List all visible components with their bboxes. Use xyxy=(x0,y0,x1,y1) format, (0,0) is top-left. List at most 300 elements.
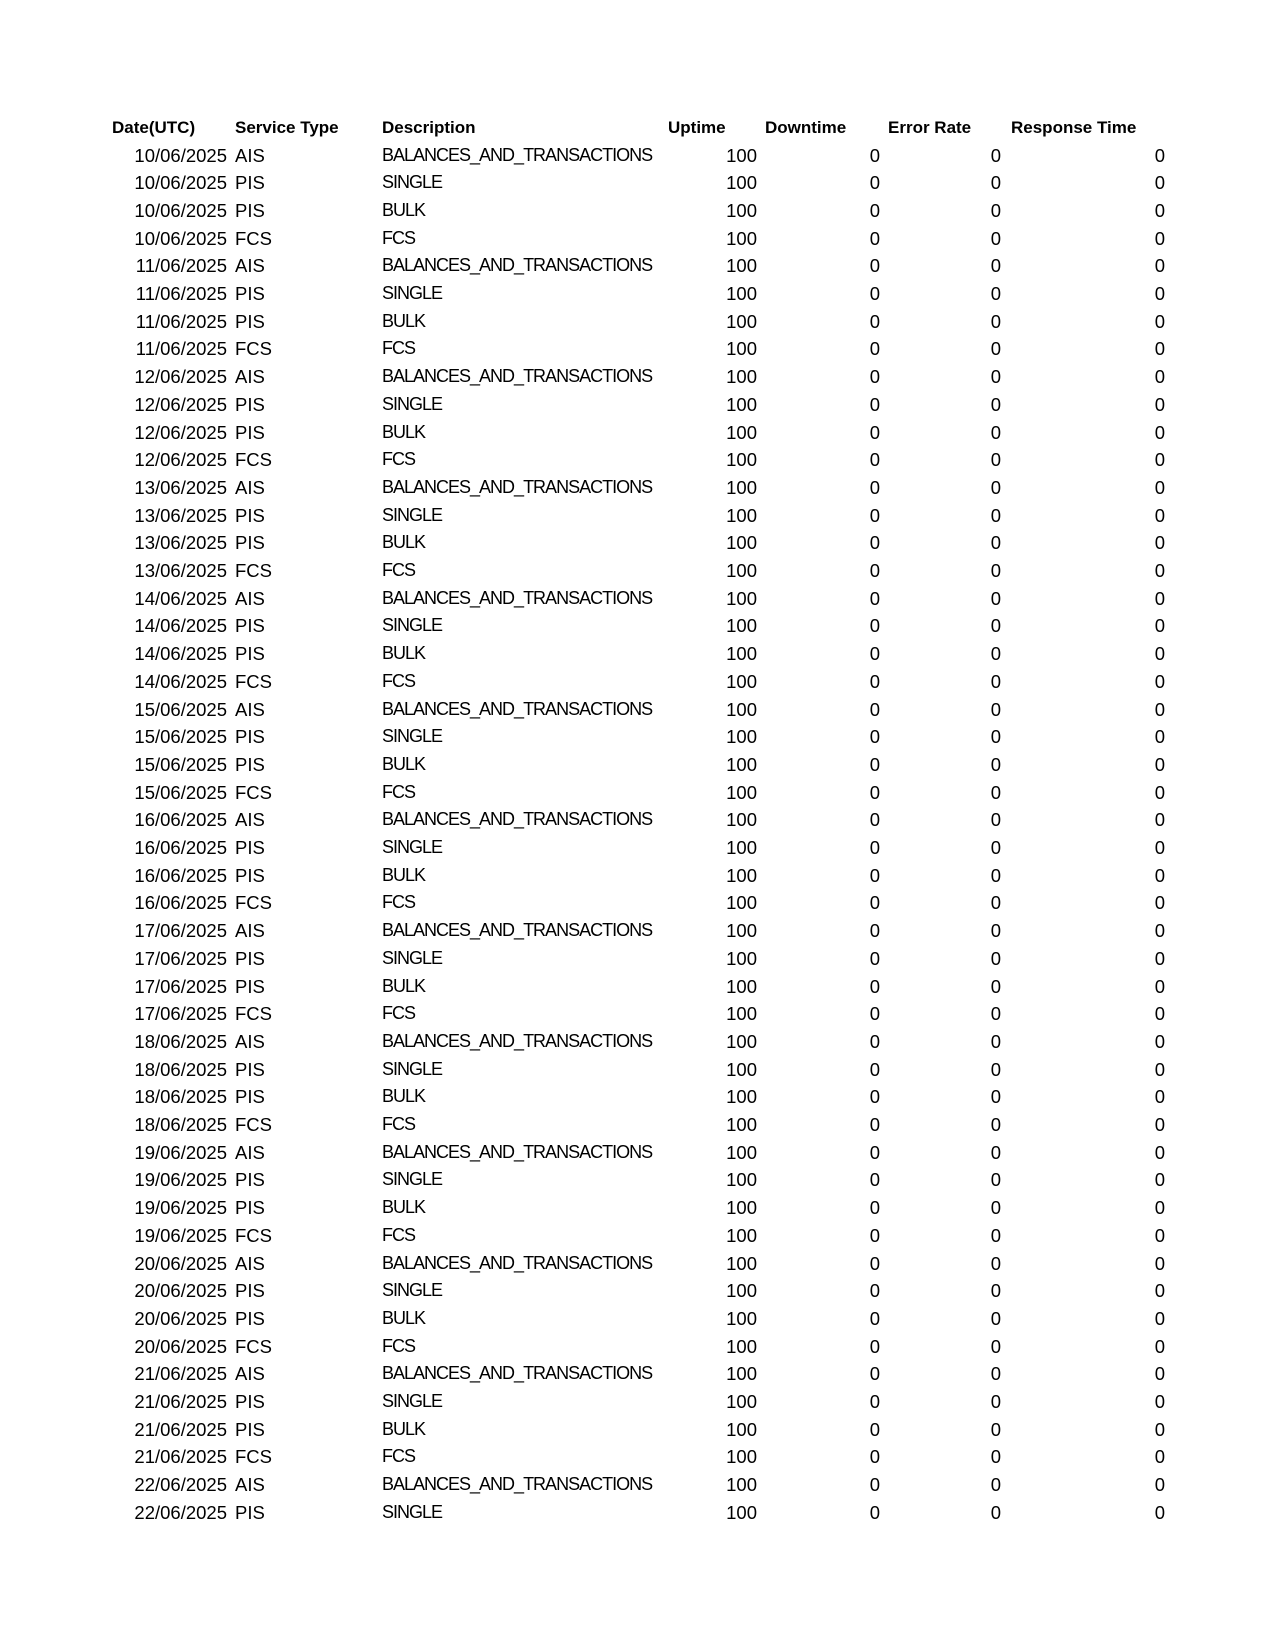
table-row xyxy=(0,1250,1275,1277)
uptime-cell: 100 xyxy=(726,1391,757,1412)
error-rate-cell: 0 xyxy=(990,1086,1001,1108)
downtime-cell: 0 xyxy=(869,1391,880,1412)
response-time-cell: 0 xyxy=(1154,975,1165,997)
table-row xyxy=(0,502,1275,529)
response-time-cell: 0 xyxy=(1154,504,1165,526)
error-rate-cell: 0 xyxy=(990,504,1001,526)
response-time-cell: 0 xyxy=(1154,1086,1165,1108)
response-time-cell: 0 xyxy=(1154,1446,1165,1468)
error-rate-cell: 0 xyxy=(990,615,1001,637)
downtime-cell: 0 xyxy=(869,1307,880,1329)
downtime-cell: 0 xyxy=(869,338,880,360)
date-cell: 19/06/2025 xyxy=(134,1169,227,1191)
error-rate-cell: 0 xyxy=(990,449,1001,471)
downtime-cell: 0 xyxy=(869,1003,880,1025)
uptime-cell: 100 xyxy=(726,310,757,332)
downtime-cell: 0 xyxy=(869,975,880,997)
downtime-cell: 0 xyxy=(869,615,880,637)
description-cell: SINGLE xyxy=(382,1391,443,1411)
uptime-cell: 100 xyxy=(726,864,757,886)
table-row xyxy=(0,1443,1275,1470)
date-cell: 12/06/2025 xyxy=(134,366,227,388)
service-type-cell: PIS xyxy=(235,864,265,886)
response-time-cell: 0 xyxy=(1154,1363,1165,1385)
uptime-cell: 100 xyxy=(726,615,757,637)
description-cell: BULK xyxy=(382,753,426,774)
service-type-cell: FCS xyxy=(235,449,272,471)
uptime-cell: 100 xyxy=(726,449,757,471)
error-rate-cell: 0 xyxy=(990,144,1001,166)
table-row xyxy=(0,779,1275,806)
error-rate-cell: 0 xyxy=(990,1446,1001,1468)
table-row xyxy=(0,834,1275,861)
downtime-cell: 0 xyxy=(869,809,880,831)
date-cell: 12/06/2025 xyxy=(134,449,227,471)
uptime-cell: 100 xyxy=(726,421,757,443)
table-row xyxy=(0,585,1275,612)
downtime-cell: 0 xyxy=(869,1280,880,1302)
date-cell: 14/06/2025 xyxy=(134,587,227,609)
uptime-cell: 100 xyxy=(726,920,757,942)
response-time-cell: 0 xyxy=(1154,1280,1165,1302)
downtime-cell: 0 xyxy=(869,864,880,886)
error-rate-cell: 0 xyxy=(990,726,1001,748)
description-cell: SINGLE xyxy=(382,1280,443,1301)
date-cell: 13/06/2025 xyxy=(134,476,227,498)
uptime-cell: 100 xyxy=(726,726,757,748)
date-cell: 12/06/2025 xyxy=(134,393,227,415)
table-row xyxy=(0,169,1275,196)
date-cell: 15/06/2025 xyxy=(134,726,227,748)
error-rate-cell: 0 xyxy=(990,920,1001,942)
table-row xyxy=(0,419,1275,446)
table-row xyxy=(0,612,1275,639)
service-type-cell: FCS xyxy=(235,338,272,360)
service-type-cell: AIS xyxy=(235,1252,265,1274)
table-row xyxy=(0,391,1275,418)
downtime-cell: 0 xyxy=(869,1197,880,1219)
service-type-cell: PIS xyxy=(235,504,265,526)
description-cell: FCS xyxy=(382,560,415,580)
date-cell: 21/06/2025 xyxy=(134,1363,227,1385)
service-type-cell: PIS xyxy=(235,1280,265,1302)
date-cell: 20/06/2025 xyxy=(134,1307,227,1329)
response-time-cell: 0 xyxy=(1154,1030,1165,1052)
date-cell: 19/06/2025 xyxy=(134,1197,227,1219)
response-time-cell: 0 xyxy=(1154,366,1165,388)
downtime-cell: 0 xyxy=(869,1058,880,1080)
uptime-cell: 100 xyxy=(726,670,757,692)
uptime-cell: 100 xyxy=(726,1252,757,1274)
uptime-cell: 100 xyxy=(726,504,757,526)
description-cell: FCS xyxy=(382,781,415,802)
description-cell: BULK xyxy=(382,310,426,331)
table-row xyxy=(0,1222,1275,1249)
description-cell: FCS xyxy=(382,1224,415,1245)
service-type-cell: PIS xyxy=(235,1086,265,1108)
date-cell: 22/06/2025 xyxy=(134,1501,227,1523)
date-cell: 11/06/2025 xyxy=(135,283,227,304)
error-rate-cell: 0 xyxy=(990,781,1001,803)
table-row xyxy=(0,529,1275,556)
error-rate-cell: 0 xyxy=(990,1224,1001,1246)
uptime-cell: 100 xyxy=(726,366,757,388)
date-cell: 10/06/2025 xyxy=(134,172,227,194)
uptime-cell: 100 xyxy=(726,172,757,194)
response-time-cell: 0 xyxy=(1154,587,1165,609)
description-cell: FCS xyxy=(382,1114,415,1134)
description-cell: BALANCES_AND_TRANSACTIONS xyxy=(382,809,653,830)
description-cell: SINGLE xyxy=(382,393,443,414)
date-cell: 10/06/2025 xyxy=(134,227,227,249)
error-rate-cell: 0 xyxy=(990,1280,1001,1302)
uptime-cell: 100 xyxy=(726,643,757,665)
error-rate-cell: 0 xyxy=(990,1003,1001,1025)
response-time-cell: 0 xyxy=(1154,310,1165,332)
uptime-cell: 100 xyxy=(726,1003,757,1025)
table-row xyxy=(0,945,1275,972)
service-type-cell: FCS xyxy=(235,560,272,581)
uptime-cell: 100 xyxy=(726,1418,757,1440)
description-cell: FCS xyxy=(382,338,415,359)
uptime-cell: 100 xyxy=(726,560,757,581)
description-cell: BULK xyxy=(382,1418,426,1439)
description-cell: FCS xyxy=(382,1446,415,1467)
description-cell: BULK xyxy=(382,421,426,442)
error-rate-cell: 0 xyxy=(990,670,1001,692)
table-row xyxy=(0,806,1275,833)
service-type-cell: PIS xyxy=(235,1418,265,1440)
table-row xyxy=(0,1083,1275,1110)
service-type-cell: PIS xyxy=(235,1307,265,1329)
description-cell: BULK xyxy=(382,1197,426,1218)
downtime-cell: 0 xyxy=(869,837,880,858)
date-cell: 16/06/2025 xyxy=(134,864,227,886)
response-time-cell: 0 xyxy=(1154,1003,1165,1025)
response-time-cell: 0 xyxy=(1154,837,1165,858)
error-rate-cell: 0 xyxy=(990,1307,1001,1329)
service-type-cell: PIS xyxy=(235,975,265,997)
date-cell: 14/06/2025 xyxy=(134,615,227,637)
uptime-cell: 100 xyxy=(726,837,757,858)
error-rate-cell: 0 xyxy=(990,1474,1001,1496)
downtime-cell: 0 xyxy=(869,1030,880,1052)
error-rate-cell: 0 xyxy=(990,1030,1001,1052)
response-time-cell: 0 xyxy=(1154,1141,1165,1163)
description-cell: SINGLE xyxy=(382,837,443,857)
response-time-cell: 0 xyxy=(1154,532,1165,554)
table-row xyxy=(0,973,1275,1000)
uptime-cell: 100 xyxy=(726,255,757,277)
service-type-cell: AIS xyxy=(235,255,265,277)
date-cell: 21/06/2025 xyxy=(134,1446,227,1468)
uptime-cell: 100 xyxy=(726,1169,757,1191)
response-time-cell: 0 xyxy=(1154,1197,1165,1219)
uptime-cell: 100 xyxy=(726,1363,757,1385)
description-cell: SINGLE xyxy=(382,1058,443,1079)
date-cell: 22/06/2025 xyxy=(134,1474,227,1496)
error-rate-cell: 0 xyxy=(990,809,1001,831)
error-rate-cell: 0 xyxy=(990,393,1001,415)
uptime-cell: 100 xyxy=(726,283,757,304)
service-type-cell: FCS xyxy=(235,1114,272,1135)
service-type-cell: AIS xyxy=(235,1030,265,1052)
date-cell: 20/06/2025 xyxy=(134,1280,227,1302)
error-rate-cell: 0 xyxy=(990,1363,1001,1385)
response-time-cell: 0 xyxy=(1154,1391,1165,1412)
table-row xyxy=(0,1111,1275,1138)
downtime-cell: 0 xyxy=(869,255,880,277)
response-time-cell: 0 xyxy=(1154,753,1165,775)
table-row xyxy=(0,1333,1275,1360)
service-type-cell: AIS xyxy=(235,587,265,609)
table-row xyxy=(0,1139,1275,1166)
error-rate-cell: 0 xyxy=(990,837,1001,858)
table-row xyxy=(0,197,1275,224)
description-cell: FCS xyxy=(382,449,415,470)
uptime-cell: 100 xyxy=(726,338,757,360)
response-time-cell: 0 xyxy=(1154,476,1165,498)
description-cell: BULK xyxy=(382,864,426,885)
uptime-cell: 100 xyxy=(726,1501,757,1523)
response-time-cell: 0 xyxy=(1154,643,1165,665)
uptime-cell: 100 xyxy=(726,947,757,969)
table-row xyxy=(0,1194,1275,1221)
table-row xyxy=(0,889,1275,916)
response-time-cell: 0 xyxy=(1154,449,1165,471)
error-rate-cell: 0 xyxy=(990,227,1001,249)
date-cell: 10/06/2025 xyxy=(134,199,227,221)
uptime-cell: 100 xyxy=(726,227,757,249)
description-cell: FCS xyxy=(382,1003,415,1024)
service-type-cell: FCS xyxy=(235,1224,272,1246)
error-rate-cell: 0 xyxy=(990,310,1001,332)
date-cell: 21/06/2025 xyxy=(134,1391,227,1412)
response-time-cell: 0 xyxy=(1154,421,1165,443)
table-row xyxy=(0,1360,1275,1387)
uptime-cell: 100 xyxy=(726,1141,757,1163)
error-rate-cell: 0 xyxy=(990,366,1001,388)
response-time-cell: 0 xyxy=(1154,338,1165,360)
date-cell: 13/06/2025 xyxy=(134,504,227,526)
table-row xyxy=(0,1305,1275,1332)
downtime-cell: 0 xyxy=(869,1169,880,1191)
service-type-cell: PIS xyxy=(235,1501,265,1523)
header-response-time: Response Time xyxy=(1011,118,1137,137)
table-row xyxy=(0,723,1275,750)
response-time-cell: 0 xyxy=(1154,283,1165,304)
error-rate-cell: 0 xyxy=(990,892,1001,914)
downtime-cell: 0 xyxy=(869,1224,880,1246)
header-error-rate: Error Rate xyxy=(888,118,972,137)
uptime-cell: 100 xyxy=(726,1307,757,1329)
response-time-cell: 0 xyxy=(1154,255,1165,277)
description-cell: SINGLE xyxy=(382,283,443,303)
downtime-cell: 0 xyxy=(869,1446,880,1468)
table-row xyxy=(0,142,1275,169)
service-type-cell: AIS xyxy=(235,144,265,166)
downtime-cell: 0 xyxy=(869,1114,880,1135)
response-time-cell: 0 xyxy=(1154,1058,1165,1080)
downtime-cell: 0 xyxy=(869,1141,880,1163)
table-row xyxy=(0,252,1275,279)
error-rate-cell: 0 xyxy=(990,283,1001,304)
downtime-cell: 0 xyxy=(869,781,880,803)
uptime-cell: 100 xyxy=(726,1197,757,1219)
description-cell: SINGLE xyxy=(382,726,443,747)
description-cell: BALANCES_AND_TRANSACTIONS xyxy=(382,698,653,719)
downtime-cell: 0 xyxy=(869,1252,880,1274)
downtime-cell: 0 xyxy=(869,421,880,443)
uptime-cell: 100 xyxy=(726,1280,757,1302)
response-time-cell: 0 xyxy=(1154,1252,1165,1274)
description-cell: BALANCES_AND_TRANSACTIONS xyxy=(382,587,653,608)
error-rate-cell: 0 xyxy=(990,753,1001,775)
downtime-cell: 0 xyxy=(869,310,880,332)
date-cell: 18/06/2025 xyxy=(134,1114,227,1135)
header-description: Description xyxy=(382,118,476,137)
table-row xyxy=(0,1471,1275,1498)
service-type-cell: PIS xyxy=(235,615,265,637)
error-rate-cell: 0 xyxy=(990,864,1001,886)
uptime-cell: 100 xyxy=(726,892,757,914)
error-rate-cell: 0 xyxy=(990,947,1001,969)
table-row xyxy=(0,1416,1275,1443)
description-cell: BALANCES_AND_TRANSACTIONS xyxy=(382,144,653,165)
table-row xyxy=(0,1000,1275,1027)
table-row xyxy=(0,1499,1275,1526)
description-cell: BALANCES_AND_TRANSACTIONS xyxy=(382,1474,653,1495)
downtime-cell: 0 xyxy=(869,587,880,609)
date-cell: 16/06/2025 xyxy=(134,837,227,858)
date-cell: 19/06/2025 xyxy=(134,1141,227,1163)
service-type-cell: AIS xyxy=(235,1141,265,1163)
service-type-cell: PIS xyxy=(235,532,265,554)
date-cell: 20/06/2025 xyxy=(134,1335,227,1357)
service-type-cell: PIS xyxy=(235,837,265,858)
table-row xyxy=(0,557,1275,584)
error-rate-cell: 0 xyxy=(990,172,1001,194)
table-row xyxy=(0,1277,1275,1304)
service-type-cell: FCS xyxy=(235,227,272,249)
downtime-cell: 0 xyxy=(869,726,880,748)
response-time-cell: 0 xyxy=(1154,615,1165,637)
table-row xyxy=(0,308,1275,335)
response-time-cell: 0 xyxy=(1154,920,1165,942)
response-time-cell: 0 xyxy=(1154,1501,1165,1523)
service-type-cell: AIS xyxy=(235,920,265,942)
response-time-cell: 0 xyxy=(1154,670,1165,692)
downtime-cell: 0 xyxy=(869,199,880,221)
response-time-cell: 0 xyxy=(1154,199,1165,221)
header-uptime: Uptime xyxy=(668,118,726,137)
response-time-cell: 0 xyxy=(1154,698,1165,720)
response-time-cell: 0 xyxy=(1154,227,1165,249)
description-cell: BULK xyxy=(382,975,426,996)
description-cell: SINGLE xyxy=(382,1169,443,1190)
error-rate-cell: 0 xyxy=(990,1335,1001,1357)
date-cell: 14/06/2025 xyxy=(134,643,227,665)
date-cell: 11/06/2025 xyxy=(135,255,227,277)
response-time-cell: 0 xyxy=(1154,1114,1165,1135)
date-cell: 16/06/2025 xyxy=(134,892,227,914)
error-rate-cell: 0 xyxy=(990,560,1001,581)
uptime-cell: 100 xyxy=(726,199,757,221)
date-cell: 17/06/2025 xyxy=(134,920,227,942)
service-type-cell: FCS xyxy=(235,892,272,914)
downtime-cell: 0 xyxy=(869,698,880,720)
service-type-cell: PIS xyxy=(235,1391,265,1412)
downtime-cell: 0 xyxy=(869,504,880,526)
date-cell: 14/06/2025 xyxy=(134,670,227,692)
table-row xyxy=(0,1388,1275,1415)
error-rate-cell: 0 xyxy=(990,1197,1001,1219)
response-time-cell: 0 xyxy=(1154,781,1165,803)
date-cell: 13/06/2025 xyxy=(134,560,227,581)
service-type-cell: PIS xyxy=(235,393,265,415)
header-service-type: Service Type xyxy=(235,118,339,137)
service-type-cell: PIS xyxy=(235,1197,265,1219)
description-cell: BULK xyxy=(382,199,426,220)
downtime-cell: 0 xyxy=(869,144,880,166)
service-type-cell: FCS xyxy=(235,781,272,803)
uptime-cell: 100 xyxy=(726,393,757,415)
error-rate-cell: 0 xyxy=(990,1252,1001,1274)
description-cell: FCS xyxy=(382,1335,415,1356)
description-cell: BALANCES_AND_TRANSACTIONS xyxy=(382,1252,653,1273)
error-rate-cell: 0 xyxy=(990,255,1001,277)
uptime-cell: 100 xyxy=(726,975,757,997)
error-rate-cell: 0 xyxy=(990,199,1001,221)
date-cell: 15/06/2025 xyxy=(134,781,227,803)
table-row xyxy=(0,446,1275,473)
downtime-cell: 0 xyxy=(869,560,880,581)
uptime-cell: 100 xyxy=(726,144,757,166)
error-rate-cell: 0 xyxy=(990,643,1001,665)
date-cell: 12/06/2025 xyxy=(134,421,227,443)
description-cell: BALANCES_AND_TRANSACTIONS xyxy=(382,476,653,497)
date-cell: 17/06/2025 xyxy=(134,1003,227,1025)
service-type-cell: FCS xyxy=(235,1335,272,1357)
table-row xyxy=(0,1166,1275,1193)
table-row xyxy=(0,751,1275,778)
service-type-cell: FCS xyxy=(235,670,272,692)
service-type-cell: PIS xyxy=(235,947,265,969)
date-cell: 19/06/2025 xyxy=(134,1224,227,1246)
service-type-cell: AIS xyxy=(235,1363,265,1385)
response-time-cell: 0 xyxy=(1154,560,1165,581)
error-rate-cell: 0 xyxy=(990,1501,1001,1523)
uptime-cell: 100 xyxy=(726,1086,757,1108)
table-row xyxy=(0,1056,1275,1083)
uptime-cell: 100 xyxy=(726,1446,757,1468)
date-cell: 17/06/2025 xyxy=(134,947,227,969)
table-row xyxy=(0,1028,1275,1055)
downtime-cell: 0 xyxy=(869,1474,880,1496)
response-time-cell: 0 xyxy=(1154,144,1165,166)
downtime-cell: 0 xyxy=(869,753,880,775)
table-row xyxy=(0,335,1275,362)
service-type-cell: FCS xyxy=(235,1003,272,1025)
error-rate-cell: 0 xyxy=(990,698,1001,720)
response-time-cell: 0 xyxy=(1154,1307,1165,1329)
date-cell: 13/06/2025 xyxy=(134,532,227,554)
table-row xyxy=(0,668,1275,695)
downtime-cell: 0 xyxy=(869,449,880,471)
downtime-cell: 0 xyxy=(869,920,880,942)
table-row xyxy=(0,917,1275,944)
error-rate-cell: 0 xyxy=(990,1391,1001,1412)
